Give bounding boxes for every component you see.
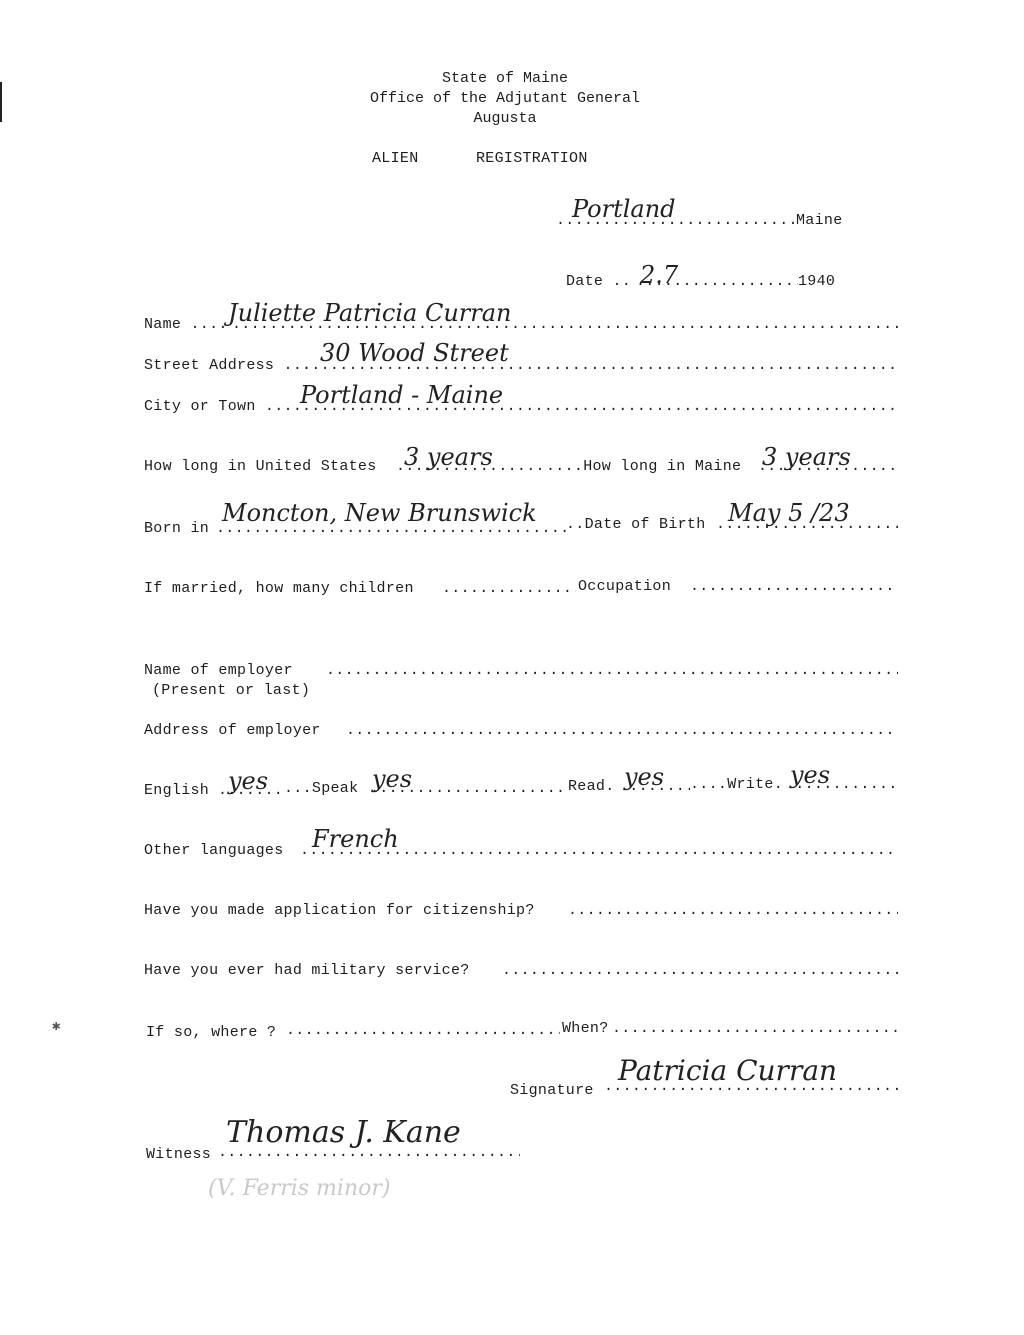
- header-city: Augusta: [473, 110, 537, 127]
- other-languages-value: French: [312, 825, 399, 853]
- signature-value: Patricia Curran: [618, 1054, 838, 1087]
- signature-label: Signature: [510, 1082, 594, 1099]
- city-label: City or Town ....: [144, 398, 303, 415]
- employer-address-dots: [346, 722, 898, 740]
- other-languages-label: Other languages: [144, 842, 284, 859]
- witness-value: Thomas J. Kane: [226, 1115, 461, 1150]
- how-long-us-value: 3 years: [404, 443, 493, 471]
- when-label: When?: [562, 1020, 609, 1037]
- military-label: Have you ever had military service?: [144, 962, 470, 979]
- occupation-dots: [690, 578, 898, 596]
- header-office: Office of the Adjutant General: [369, 90, 641, 107]
- dob-label: ..Date of Birth: [566, 516, 706, 533]
- witness-label: Witness: [146, 1146, 212, 1163]
- citizenship-label: Have you made application for citizenship?: [144, 902, 535, 919]
- write-value: yes: [790, 761, 831, 789]
- english-value: yes: [228, 767, 269, 795]
- name-value: Juliette Patricia Curran: [228, 299, 512, 327]
- military-dots: [502, 962, 898, 980]
- employer-dots: [326, 662, 898, 680]
- where-label: If so, where ?: [146, 1024, 277, 1041]
- witness-note: (V. Ferris minor): [208, 1176, 391, 1201]
- born-value: Moncton, New Brunswick: [222, 499, 537, 527]
- children-label: If married, how many children: [144, 580, 414, 597]
- speak-label: ...Speak: [284, 780, 359, 797]
- form-title-alien: ALIEN: [372, 150, 419, 167]
- born-label: Born in: [144, 520, 210, 537]
- street-value: 30 Wood Street: [320, 339, 509, 367]
- speak-value: yes: [372, 765, 413, 793]
- read-label: Read.: [568, 778, 615, 795]
- street-label: Street Address ...: [144, 357, 312, 374]
- header-state: State of Maine: [441, 70, 569, 87]
- date-year: 1940: [798, 273, 836, 290]
- how-long-me-label: ....How long in Maine: [546, 458, 742, 475]
- city-value: Portland - Maine: [300, 381, 504, 409]
- how-long-us-label: How long in United States: [144, 458, 377, 475]
- place-value: Portland: [572, 195, 676, 223]
- form-title-registration: REGISTRATION: [476, 150, 588, 167]
- how-long-me-value: 3 years: [762, 443, 851, 471]
- citizenship-dots: [568, 902, 898, 920]
- place-state: Maine: [796, 212, 843, 229]
- paper-speck: ✱: [52, 1019, 61, 1035]
- name-label: Name ....: [144, 316, 228, 333]
- employer-sublabel: (Present or last): [152, 682, 311, 699]
- date-label: Date ..: [566, 273, 632, 290]
- employer-address-label: Address of employer: [144, 722, 321, 739]
- occupation-label: Occupation: [578, 578, 672, 595]
- write-label: ....Write.: [690, 776, 784, 793]
- english-label: English: [144, 782, 210, 799]
- date-value: 2.7: [640, 261, 679, 289]
- employer-label: Name of employer: [144, 662, 293, 679]
- dob-value: May 5 /23: [728, 499, 850, 527]
- when-dots: [612, 1020, 898, 1038]
- where-dots: [286, 1022, 560, 1040]
- children-dots: [442, 580, 576, 598]
- read-value: yes: [624, 763, 665, 791]
